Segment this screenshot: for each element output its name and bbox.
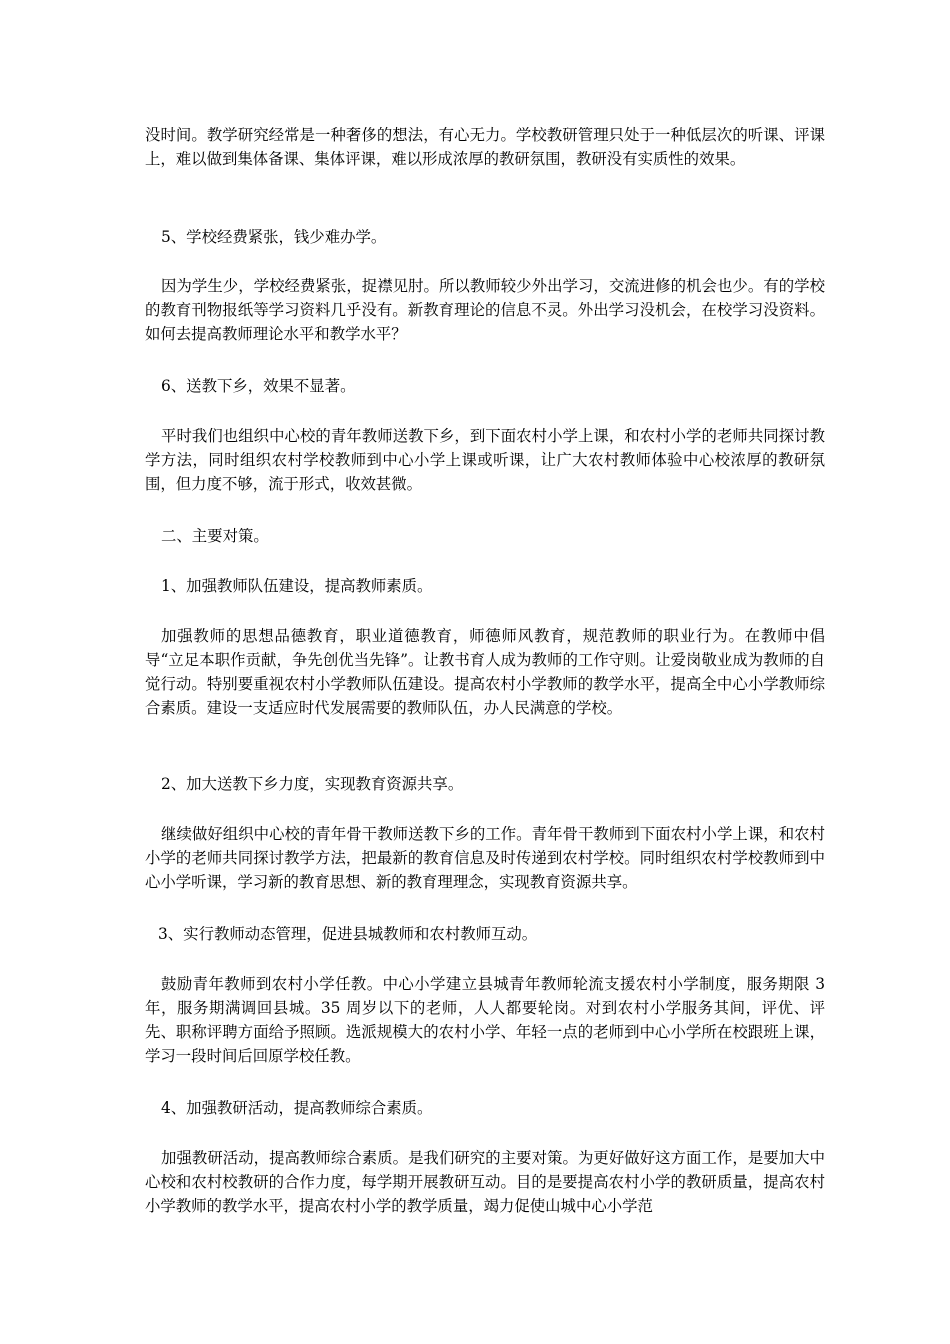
paragraph-dynamic-management: 鼓励青年教师到农村小学任教。中心小学建立县城青年教师轮流支援农村小学制度，服务期限 3 年，服务期满调回县城。35 周岁以下的老师，人人都要轮岗。对到农村小学服务其间，评优、评先、职称评聘方面给予照顾。选派规模大的农村小学、年轻一点的老师到中心小学所在校跟班上课，学习一段时间后回原学校任教。 [145,975,825,1065]
paragraph-school-funding: 因为学生少，学校经费紧张，捉襟见肘。所以教师较少外出学习，交流进修的机会也少。有的学校的教育刊物报纸等学习资料几乎没有。新教育理论的信息不灵。外出学习没机会，在校学习没资料。如何去提高教师理论水平和教学水平？ [145,277,825,343]
heading-main-countermeasures: 二、主要对策。 [161,527,269,545]
paragraph-send-teaching: 平时我们也组织中心校的青年教师送教下乡，到下面农村小学上课，和农村小学的老师共同探讨教学方法，同时组织农村学校教师到中心小学上课或听课，让广大农村教师体验中心校浓厚的教研氛围，但力度不够，流于形式，收效甚微。 [145,427,825,493]
heading-teacher-team: 1、加强教师队伍建设，提高教师素质。 [161,577,433,595]
paragraph-research-activities: 加强教研活动，提高教师综合素质。是我们研究的主要对策。为更好做好这方面工作，是要加大中心校和农村校教研的合作力度，每学期开展教研互动。目的是要提高农村小学的教研质量，提高农村小学教师的教学水平，提高农村小学的教学质量，竭力促使山城中心小学范 [145,1149,825,1215]
heading-research-activities: 4、加强教研活动，提高教师综合素质。 [161,1099,433,1117]
heading-resource-sharing: 2、加大送教下乡力度，实现教育资源共享。 [161,775,464,793]
paragraph-teaching-research-overload: 没时间。教学研究经常是一种奢侈的想法，有心无力。学校教研管理只处于一种低层次的听课、评课上，难以做到集体备课、集体评课，难以形成浓厚的教研氛围，教研没有实质性的效果。 [145,126,825,168]
heading-school-funding: 5、学校经费紧张，钱少难办学。 [161,228,387,246]
heading-dynamic-management: 3、实行教师动态管理，促进县城教师和农村教师互动。 [158,925,538,943]
paragraph-teacher-team: 加强教师的思想品德教育，职业道德教育，师德师风教育，规范教师的职业行为。在教师中倡导“立足本职作贡献，争先创优当先锋”。让教书育人成为教师的工作守则。让爱岗敬业成为教师的自觉行动。特别要重视农村小学教师队伍建设。提高农村小学教师的教学水平，提高全中心小学教师综合素质。建设一支适应时代发展需要的教师队伍，办人民满意的学校。 [145,627,825,717]
paragraph-resource-sharing: 继续做好组织中心校的青年骨干教师送教下乡的工作。青年骨干教师到下面农村小学上课，和农村小学的老师共同探讨教学方法，把最新的教育信息及时传递到农村学校。同时组织农村学校教师到中心小学听课，学习新的教育思想、新的教育理理念，实现教育资源共享。 [145,825,825,891]
heading-send-teaching: 6、送教下乡，效果不显著。 [161,377,356,395]
